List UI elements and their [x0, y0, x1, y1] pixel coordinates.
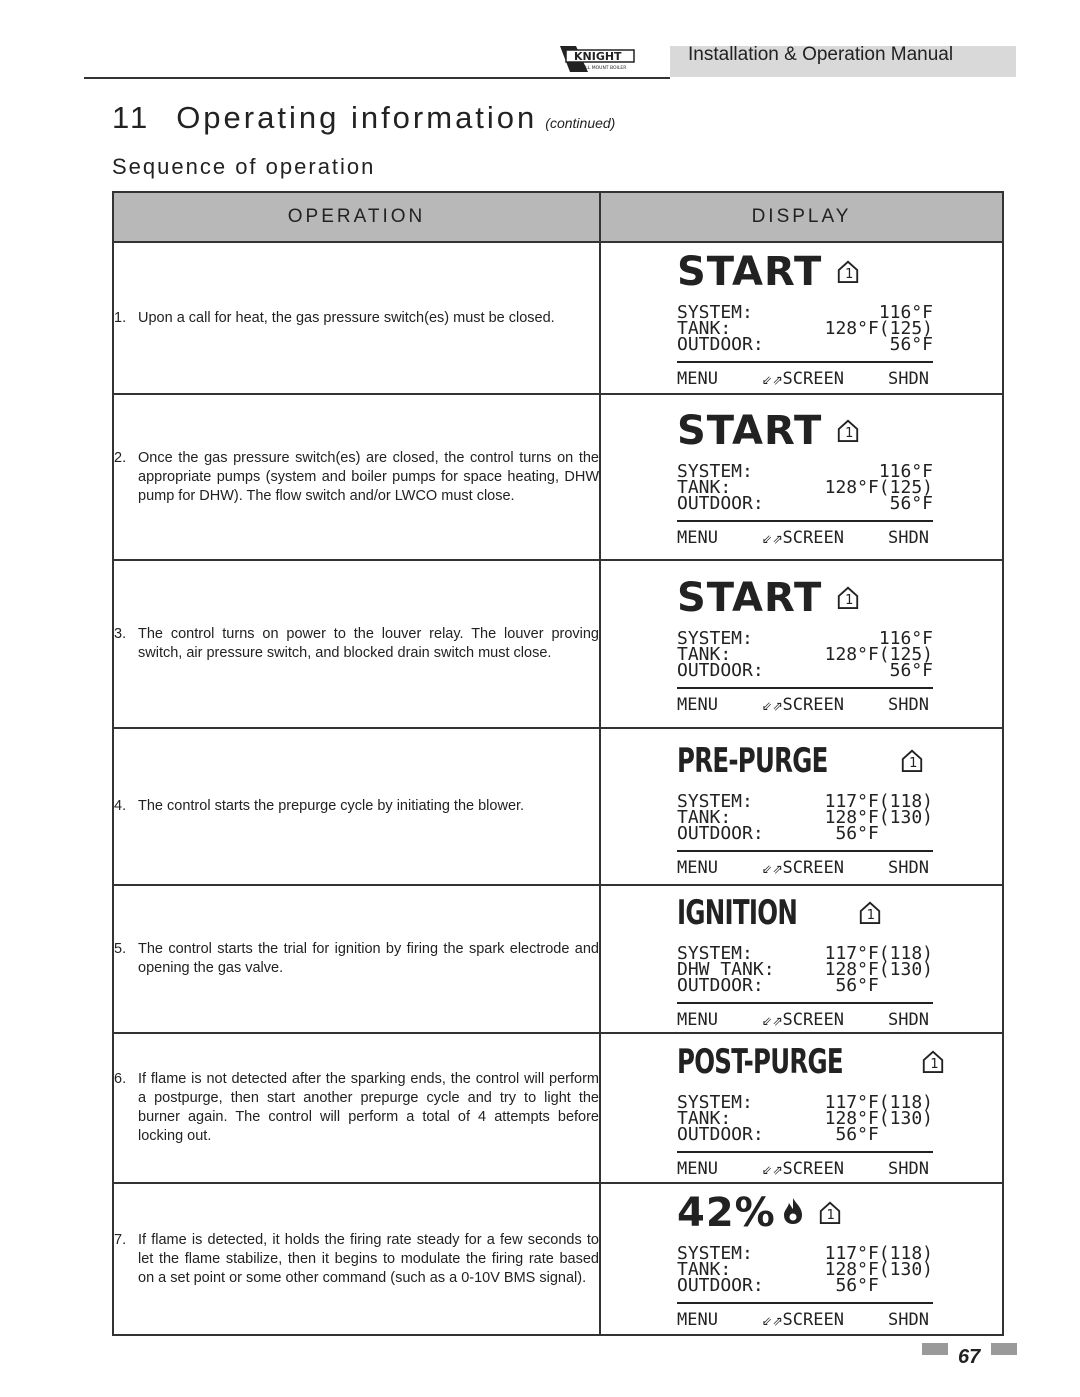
shdn-softkey: SHDN: [888, 369, 929, 389]
lcd-value: 128°F(130): [824, 1108, 933, 1129]
lcd-display: [601, 406, 1002, 548]
step-number: 4.: [114, 798, 127, 814]
menu-softkey: MENU: [677, 695, 718, 715]
shdn-softkey: SHDN: [888, 857, 929, 878]
shdn-softkey: SHDN: [888, 695, 929, 715]
step-number: 1.: [114, 309, 127, 326]
lcd-value: 116°F: [878, 628, 933, 649]
screen-softkey: ⇙⇗SCREEN: [762, 1310, 844, 1330]
lcd-value: 128°F(130): [824, 959, 933, 980]
svg-text:KNIGHT: KNIGHT: [574, 50, 622, 63]
display-cell: [600, 560, 1003, 728]
page-number: 67: [958, 1346, 981, 1368]
lcd-value: 56°F: [835, 1124, 933, 1145]
zone-home-icon: [836, 586, 860, 610]
display-cell: [600, 885, 1003, 1033]
lcd-value: 116°F: [878, 461, 933, 482]
shdn-softkey: SHDN: [888, 1010, 929, 1030]
step-number: 5.: [114, 941, 127, 957]
lcd-state: 42%: [677, 1190, 776, 1236]
lcd-label: TANK:: [677, 477, 732, 498]
operation-cell: [113, 1033, 600, 1183]
lcd-value: 56°F: [889, 660, 933, 681]
section-title-text: Operating information: [176, 100, 538, 135]
lcd-state: START: [677, 408, 823, 454]
lcd-label: OUTDOOR:: [677, 1124, 764, 1145]
table-row: [113, 728, 1003, 885]
table-row: [113, 394, 1003, 560]
lcd-label: TANK:: [677, 1259, 732, 1280]
lcd-value: 56°F: [889, 334, 933, 355]
zone-home-icon: [921, 1050, 945, 1074]
lcd-label: OUTDOOR:: [677, 334, 764, 355]
step-number: 7.: [114, 1231, 127, 1248]
lcd-value: 117°F(118): [824, 943, 933, 964]
lcd-value: 117°F(118): [824, 1243, 933, 1264]
lcd-display: [601, 573, 1002, 715]
operation-cell: [113, 885, 600, 1033]
lcd-divider: [677, 1002, 933, 1004]
lcd-value: 56°F: [835, 1275, 933, 1296]
lcd-display: [601, 1037, 1002, 1179]
menu-softkey: MENU: [677, 1159, 718, 1179]
display-cell: [600, 1183, 1003, 1335]
lcd-label: DHW TANK:: [677, 959, 775, 980]
shdn-softkey: SHDN: [888, 1159, 929, 1179]
lcd-label: TANK:: [677, 1108, 732, 1129]
table-row: [113, 1033, 1003, 1183]
operation-table: [112, 191, 1004, 1336]
step-text: The control turns on power to the louver relay. The louver proving switch, air pressure switch, and blocked drain switch must close.: [138, 626, 599, 661]
operation-cell: [113, 242, 600, 394]
lcd-divider: [677, 1151, 933, 1153]
step-number: 3.: [114, 626, 127, 642]
lcd-display: [601, 888, 1002, 1030]
section-subtitle: Sequence of operation: [112, 154, 376, 179]
lcd-label: TANK:: [677, 806, 732, 828]
screen-softkey: ⇙⇗SCREEN: [762, 528, 844, 548]
zone-number: 1: [845, 267, 854, 282]
lcd-label: SYSTEM:: [677, 943, 753, 964]
lcd-value: 128°F(125): [824, 644, 933, 665]
operation-cell: [113, 728, 600, 885]
lcd-value: 56°F: [889, 493, 933, 514]
header-rule: [84, 77, 670, 79]
lcd-state: POST-PURGE: [677, 1042, 843, 1082]
lcd-value: 117°F(118): [824, 1092, 933, 1113]
lcd-label: OUTDOOR:: [677, 1275, 764, 1296]
step-text: The control starts the prepurge cycle by initiating the blower.: [138, 798, 525, 814]
section-number: 11: [112, 100, 151, 135]
step-number: 6.: [114, 1071, 127, 1087]
lcd-divider: [677, 520, 933, 522]
lcd-value: 128°F(130): [824, 806, 933, 828]
lcd-label: OUTDOOR:: [677, 822, 764, 844]
section-continued: (continued): [545, 115, 616, 131]
section-title: [112, 100, 615, 136]
lcd-divider: [677, 687, 933, 689]
lcd-value: 56°F: [835, 822, 933, 844]
step-text: The control starts the trial for ignition by firing the spark electrode and opening the gas valve.: [138, 941, 599, 976]
lcd-divider: [677, 850, 933, 852]
menu-softkey: MENU: [677, 857, 718, 878]
lcd-label: OUTDOOR:: [677, 975, 764, 996]
lcd-state: PRE-PURGE: [677, 740, 828, 781]
svg-text:WALL MOUNT BOILER: WALL MOUNT BOILER: [578, 66, 627, 71]
lcd-label: SYSTEM:: [677, 628, 753, 649]
display-cell: [600, 242, 1003, 394]
lcd-label: TANK:: [677, 318, 732, 339]
zone-number: 1: [845, 593, 854, 608]
zone-home-icon: [900, 749, 924, 773]
menu-softkey: MENU: [677, 1010, 718, 1030]
step-text: Upon a call for heat, the gas pressure switch(es) must be closed.: [138, 309, 555, 326]
screen-softkey: ⇙⇗SCREEN: [762, 695, 844, 715]
table-row: [113, 242, 1003, 394]
footer-bar-left: [922, 1343, 948, 1355]
manual-title: Installation & Operation Manual: [688, 44, 954, 65]
lcd-label: SYSTEM:: [677, 790, 753, 812]
display-cell: [600, 394, 1003, 560]
lcd-label: SYSTEM:: [677, 302, 753, 323]
lcd-label: SYSTEM:: [677, 1092, 753, 1113]
step-text: Once the gas pressure switch(es) are closed, the control turns on the appropriate pumps (system and boiler pumps for space heating, DHW pump for DHW). The flow switch and/or LWCO must close.: [138, 449, 599, 504]
zone-number: 1: [909, 755, 918, 771]
lcd-label: OUTDOOR:: [677, 493, 764, 514]
lcd-label: SYSTEM:: [677, 1243, 753, 1264]
zone-number: 1: [930, 1057, 939, 1072]
lcd-value: 117°F(118): [824, 790, 933, 812]
zone-home-icon: [836, 419, 860, 443]
lcd-value: 128°F(125): [824, 477, 933, 498]
knight-logo: [558, 44, 636, 74]
lcd-state: IGNITION: [677, 893, 798, 933]
lcd-value: 56°F: [835, 975, 933, 996]
lcd-display: [601, 1188, 1002, 1330]
menu-softkey: MENU: [677, 528, 718, 548]
lcd-label: OUTDOOR:: [677, 660, 764, 681]
lcd-state: START: [677, 575, 823, 621]
display-cell: [600, 1033, 1003, 1183]
step-number: 2.: [114, 449, 127, 466]
lcd-divider: [677, 361, 933, 363]
screen-softkey: ⇙⇗SCREEN: [762, 369, 844, 389]
menu-softkey: MENU: [677, 1310, 718, 1330]
lcd-display: [601, 736, 1002, 878]
zone-number: 1: [866, 908, 876, 923]
lcd-value: 128°F(130): [824, 1259, 933, 1280]
zone-number: 1: [826, 1208, 835, 1223]
operation-cell: [113, 1183, 600, 1335]
lcd-divider: [677, 1302, 933, 1304]
lcd-label: TANK:: [677, 644, 732, 665]
screen-softkey: ⇙⇗SCREEN: [762, 857, 844, 878]
lcd-state: START: [677, 249, 823, 295]
display-header: DISPLAY: [600, 192, 1003, 242]
display-cell: [600, 728, 1003, 885]
footer-bar-right: [991, 1343, 1017, 1355]
screen-softkey: ⇙⇗SCREEN: [762, 1010, 844, 1030]
operation-header: OPERATION: [113, 192, 600, 242]
lcd-display: [601, 247, 1002, 389]
flame-icon: [782, 1197, 804, 1229]
table-row: [113, 1183, 1003, 1335]
zone-home-icon: [818, 1201, 842, 1225]
shdn-softkey: SHDN: [888, 1310, 929, 1330]
zone-number: 1: [845, 426, 854, 441]
shdn-softkey: SHDN: [888, 528, 929, 548]
step-text: If flame is detected, it holds the firing rate steady for a few seconds to let the flame stabilize, then it begins to modulate the firing rate based on a set point or some other command (such as a 0-10V BMS signal).: [138, 1231, 599, 1286]
lcd-value: 128°F(125): [824, 318, 933, 339]
operation-cell: [113, 560, 600, 728]
step-text: If flame is not detected after the sparking ends, the control will perform a postpurge, then start another prepurge cycle and try to light the burner again. The control will perform a total of 4 attempts before locking out.: [138, 1071, 599, 1144]
table-row: [113, 560, 1003, 728]
screen-softkey: ⇙⇗SCREEN: [762, 1159, 844, 1179]
table-row: [113, 885, 1003, 1033]
zone-home-icon: [858, 901, 882, 925]
lcd-value: 116°F: [878, 302, 933, 323]
lcd-label: SYSTEM:: [677, 461, 753, 482]
zone-home-icon: [836, 260, 860, 284]
menu-softkey: MENU: [677, 369, 718, 389]
operation-cell: [113, 394, 600, 560]
